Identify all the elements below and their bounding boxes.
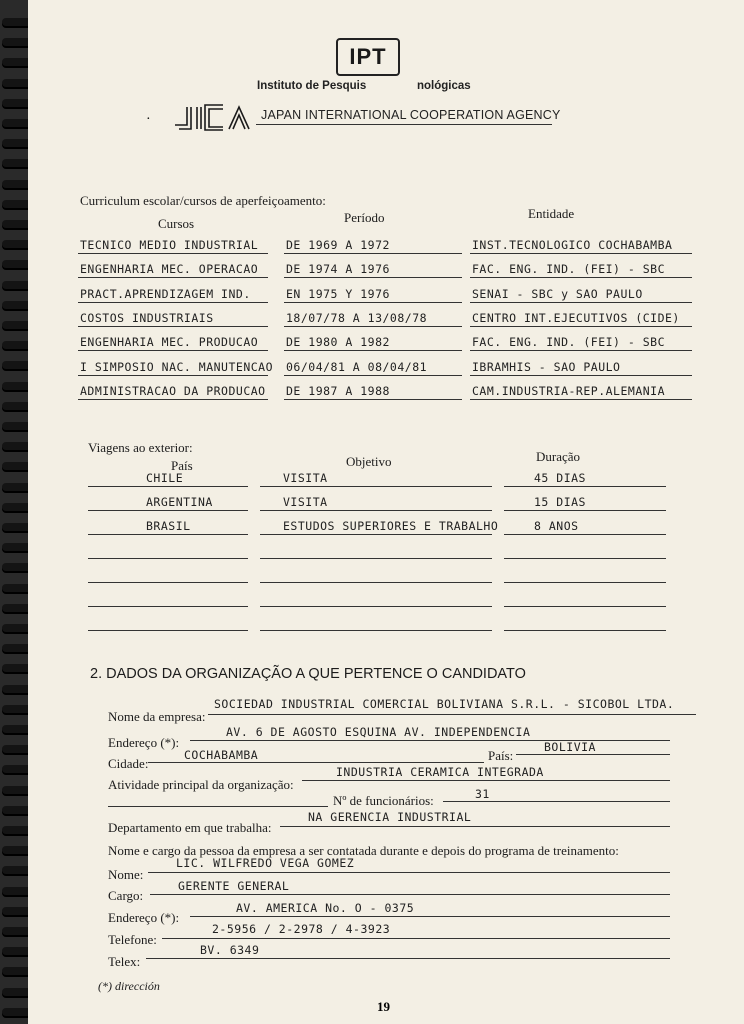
org-section-title: 2. DADOS DA ORGANIZAÇÃO A QUE PERTENCE O CANDIDATO (90, 666, 526, 682)
travel-country: CHILE (146, 471, 184, 485)
col-pais: País (171, 458, 193, 473)
travel-duration: 15 DIAS (534, 495, 586, 509)
course-entity: CAM.INDUSTRIA-REP.ALEMANIA (472, 383, 666, 398)
telex-label: Telex: (108, 954, 141, 969)
col-objetivo: Objetivo (346, 454, 392, 469)
cidade-label: Cidade: (108, 756, 149, 771)
bullet-dot: · (146, 112, 151, 127)
course-name: TECNICO MEDIO INDUSTRIAL (80, 238, 259, 252)
document-page (28, 0, 744, 1024)
page-number: 19 (377, 999, 390, 1014)
contato-endereco-label: Endereço (*): (108, 910, 180, 925)
endereco-value: AV. 6 DE AGOSTO ESQUINA AV. INDEPENDENCIA (226, 725, 531, 739)
course-name: ENGENHARIA MEC. PRODUCAO (80, 335, 259, 350)
departamento-label: Departamento em que trabalha: (108, 820, 272, 835)
course-period: DE 1974 A 1976 (286, 262, 390, 277)
col-periodo: Período (344, 210, 385, 225)
empresa-label: Nome da empresa: (108, 709, 206, 724)
course-period: 06/04/81 A 08/04/81 (286, 359, 428, 374)
atividade-label: Atividade principal da organização: (108, 777, 294, 792)
course-entity: CENTRO INT.EJECUTIVOS (CIDE) (472, 310, 680, 325)
cargo-label: Cargo: (108, 888, 144, 903)
telefone-label: Telefone: (108, 932, 157, 947)
cargo-value: GERENTE GENERAL (178, 879, 290, 893)
contato-endereco-value: AV. AMERICA No. O - 0375 (236, 901, 415, 915)
course-period: 18/07/78 A 13/08/78 (286, 310, 428, 325)
travel-country: ARGENTINA (146, 495, 213, 509)
travel-duration: 8 ANOS (534, 519, 579, 533)
telex-value: BV. 6349 (200, 943, 260, 957)
endereco-label: Endereço (*): (108, 735, 180, 750)
col-entidade: Entidade (528, 206, 575, 221)
courses-section-title: Curriculum escolar/cursos de aperfeiçoamento: (80, 193, 326, 208)
travel-duration: 45 DIAS (534, 471, 586, 485)
atividade-value: INDUSTRIA CERAMICA INTEGRADA (336, 765, 544, 779)
course-period: DE 1969 A 1972 (286, 238, 390, 252)
course-entity: FAC. ENG. IND. (FEI) - SBC (472, 335, 666, 350)
col-duracao: Duração (536, 449, 581, 464)
jica-name: JAPAN INTERNATIONAL COOPERATION AGENCY (261, 108, 561, 122)
travel-objective: VISITA (283, 471, 328, 485)
course-entity: SENAI - SBC y SAO PAULO (472, 286, 643, 301)
institute-name-right: nológicas (417, 80, 471, 92)
institute-name-left: Instituto de Pesquis (257, 80, 367, 92)
nome-value: LIC. WILFREDO VEGA GOMEZ (176, 856, 355, 870)
course-period: DE 1980 A 1982 (286, 335, 390, 350)
travel-section-title: Viagens ao exterior: (88, 440, 193, 455)
funcionarios-value: 31 (475, 787, 490, 801)
col-cursos: Cursos (158, 216, 195, 231)
pais-label: País: (488, 748, 514, 763)
course-entity: FAC. ENG. IND. (FEI) - SBC (472, 262, 666, 277)
course-name: COSTOS INDUSTRIAIS (80, 310, 214, 325)
empresa-value: SOCIEDAD INDUSTRIAL COMERCIAL BOLIVIANA S.R.L. - SICOBOL LTDA. (214, 697, 675, 711)
jica-logo-icon (173, 103, 257, 131)
travel-objective: ESTUDOS SUPERIORES E TRABALHO (283, 519, 499, 533)
travel-country: BRASIL (146, 519, 191, 533)
departamento-value: NA GERENCIA INDUSTRIAL (308, 810, 472, 824)
course-name: ADMINISTRACAO DA PRODUCAO (80, 383, 266, 398)
course-period: EN 1975 Y 1976 (286, 286, 390, 301)
course-name: PRACT.APRENDIZAGEM IND. (80, 286, 251, 301)
course-period: DE 1987 A 1988 (286, 383, 390, 398)
travel-objective: VISITA (283, 495, 328, 509)
contato-title: Nome e cargo da pessoa da empresa a ser contatada durante e depois do programa de treinamento: (108, 843, 619, 858)
course-name: ENGENHARIA MEC. OPERACAO (80, 262, 259, 277)
course-name: I SIMPOSIO NAC. MANUTENCAO (80, 359, 274, 374)
ipt-logo: IPT (336, 38, 400, 76)
telefone-value: 2-5956 / 2-2978 / 4-3923 (212, 922, 391, 936)
nome-label: Nome: (108, 867, 144, 882)
course-entity: IBRAMHIS - SAO PAULO (472, 359, 621, 374)
footnote: (*) dirección (98, 979, 160, 993)
funcionarios-label: Nº de funcionários: (333, 793, 434, 808)
cidade-value: COCHABAMBA (184, 748, 259, 762)
pais-value: BOLIVIA (544, 740, 596, 754)
bleed-through (58, 150, 62, 165)
course-entity: INST.TECNOLOGICO COCHABAMBA (472, 238, 673, 252)
